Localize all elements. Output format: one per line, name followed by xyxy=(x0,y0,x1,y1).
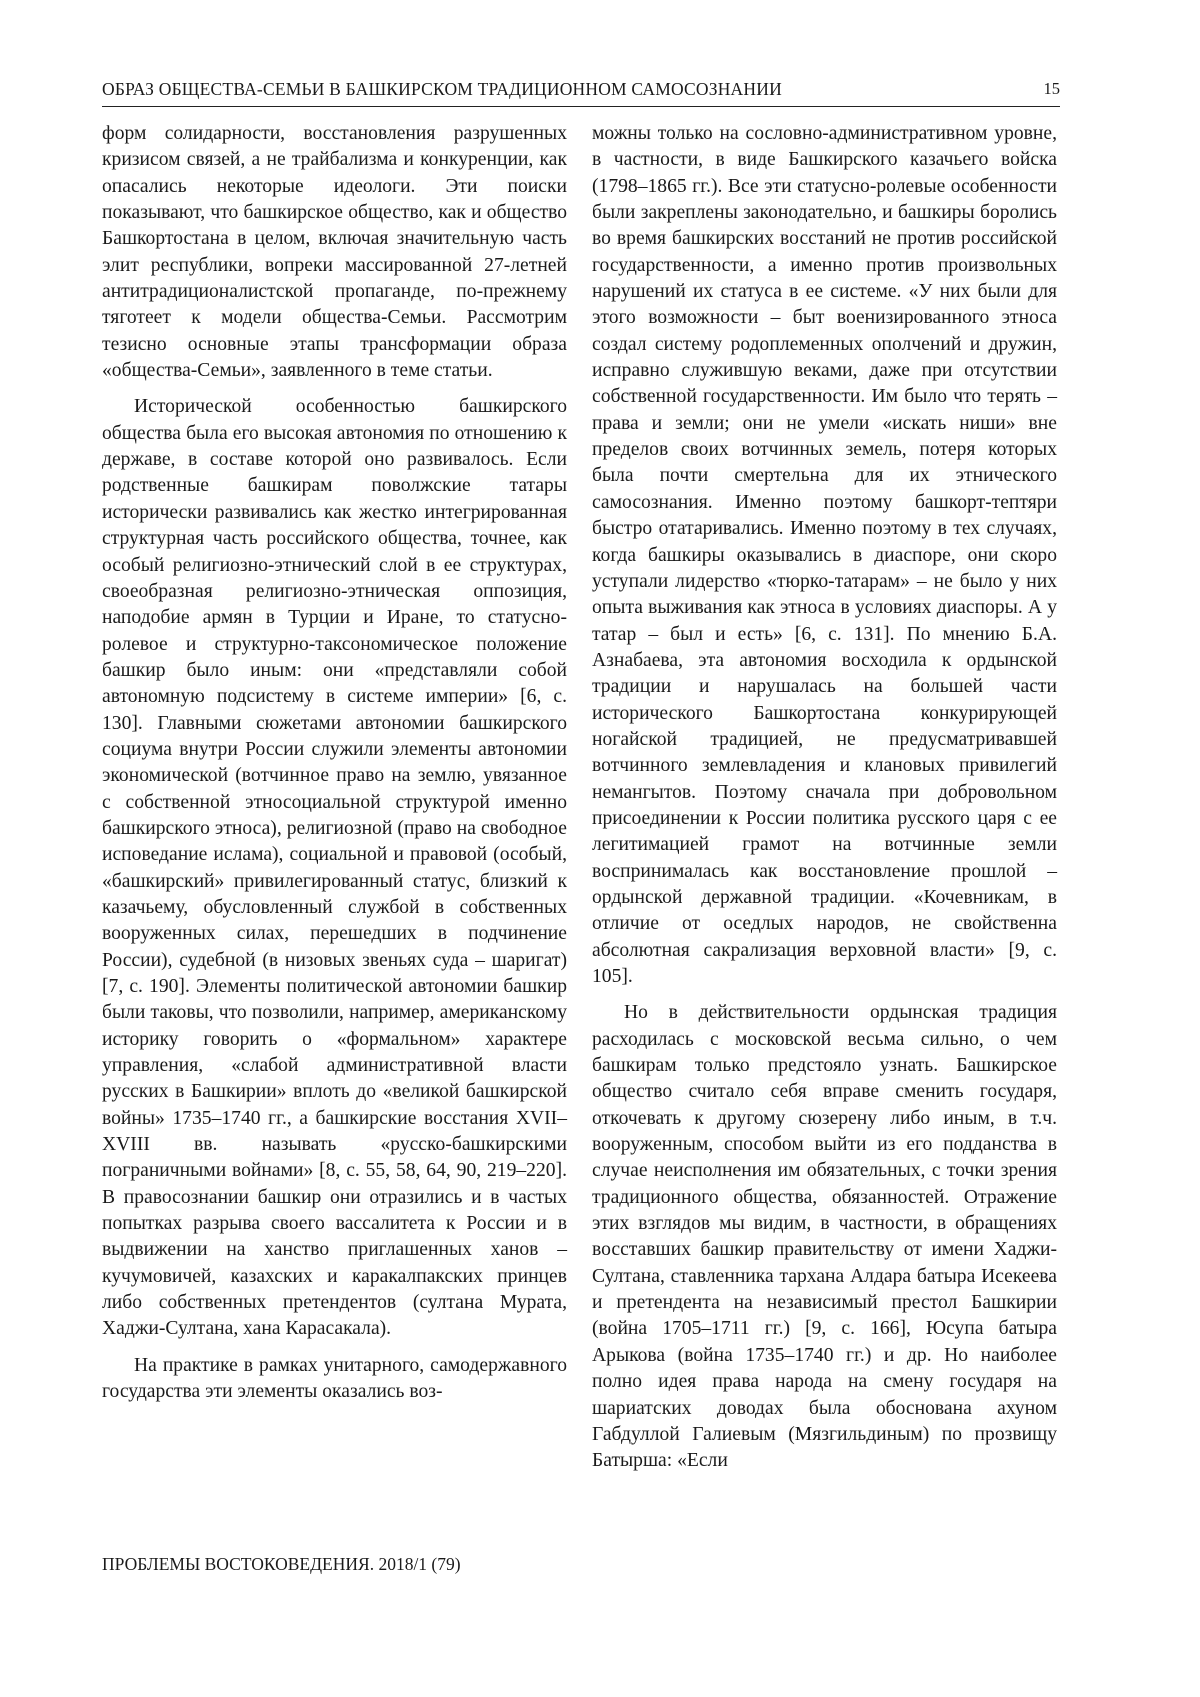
right-paragraph-1: можны только на сословно-административном уровне, в частности, в виде Башкирского казачьего войска (1798–1865 гг.). Все эти статусно-ролевые особенности были закреплены законодательно, и башкиры боролись во время башкирских восстаний не против российской государственности, а именно против произвольных нарушений их статуса в ее системе. «У них были для этого возможности – быт военизированного этноса создал систему родоплеменных ополчений и дружин, исправно служившую веками, даже при отсутствии собственной государственности. Им было что терять – права и земли; они не умели «искать ниши» вне пределов своих вотчинных земель, потеря которых была почти смертельна для их этнического самосознания. Именно поэтому башкорт-тептяри быстро отатаривались. Именно поэтому в тех случаях, когда башкиры оказывались в диаспоре, они скоро уступали лидерство «тюрко-татарам» – не было у них опыта выживания как этноса в условиях диаспоры. А у татар – был и есть» [6, с. 131]. По мнению Б.А. Азнабаева, эта автономия восходила к ордынской традиции и нарушалась на большей части исторического Башкортостана конкурирующей ногайской традицией, не предусматривавшей вотчинного землевладения и клановых привилегий немангытов. Поэтому сначала при добровольном присоединении к России политика русского царя с ее легитимацией грамот на вотчинные земли воспринималась как восстановление прошлой – ордынской державной традиции. «Кочевникам, в отличие от оседлых народов, не свойственна абсолютная сакрализация верховной власти» [9, с. 105]. xyxy=(592,123,1057,987)
running-header xyxy=(102,76,1060,107)
left-paragraph-1: форм солидарности, восстановления разрушенных кризисом связей, а не трайбализма и конкуренции, как опасались некоторые идеологи. Эти поиски показывают, что башкирское общество, как и общество Башкортостана в целом, включая значительную часть элит республики, вопреки массированной 27-летней антитрадиционалистской пропаганде, по-прежнему тяготеет к модели общества-Семьи. Рассмотрим тезисно основные этапы трансформации образа «общества-Семьи», заявленного в теме статьи. xyxy=(102,123,567,382)
left-column xyxy=(102,121,567,1406)
left-paragraph-2: Исторической особенностью башкирского общества была его высокая автономия по отношению к державе, в составе которой оно развивалось. Если родственные башкирам поволжские татары исторически развивались как жестко интегрированная структурная часть российского общества, точнее, как особый религиозно-этнический слой в ее структурах, своеобразная религиозно-этническая оппозиция, наподобие армян в Турции и Иране, то статусно-ролевое и структурно-таксономическое положение башкир было иным: они «представляли собой автономную подсистему в системе империи» [6, с. 130]. Главными сюжетами автономии башкирского социума внутри России служили элементы автономии экономической (вотчинное право на землю, увязанное с собственной этносоциальной структурой именно башкирского этноса), религиозной (право на свободное исповедание ислама), социальной и правовой (особый, «башкирский» привилегированный статус, близкий к казачьему, обусловленный службой в собственных вооруженных силах, перешедших в подчинение России), судебной (в низовых звеньях суда – шаригат) [7, с. 190]. Элементы политической автономии башкир были таковы, что позволили, например, американскому историку говорить о «формальном» характере управления, «слабой административной власти русских в Башкирии» вплоть до «великой башкирской войны» 1735–1740 гг., а башкирские восстания XVII–XVIII вв. называть «русско-башкирскими пограничными войнами» [8, с. 55, 58, 64, 90, 219–220]. В правосознании башкир они отразились и в частых попытках разрыва своего вассалитета к России и в выдвижении на ханство приглашенных ханов – кучумовичей, казахских и каракалпакских принцев либо собственных претендентов (султана Мурата, Хаджи-Султана, хана Карасакала). xyxy=(102,396,567,1340)
left-paragraph-3: На практике в рамках унитарного, самодержавного государства эти элементы оказались воз- xyxy=(102,1354,567,1403)
right-column xyxy=(592,121,1057,1475)
right-paragraph-2: Но в действительности ордынская традиция расходилась с московской весьма сильно, о чем башкирам только предстояло узнать. Башкирское общество считало себя вправе сменить государя, откочевать к другому сюзерену либо иным, в т.ч. вооруженным, способом выйти из его подданства в случае неисполнения им обязательных, с точки зрения традиционного общества, обязанностей. Отражение этих взглядов мы видим, в частности, в обращениях восставших башкир правительству от имени Хаджи-Султана, ставленника тархана Алдара батыра Исекеева и претендента на независимый престол Башкирии (война 1705–1711 гг.) [9, с. 166], Юсупа батыра Арыкова (война 1735–1740 гг.) и др. Но наиболее полно идея права народа на смену государя на шариатских доводах была обоснована ахуном Габдуллой Галиевым (Мязгильдиным) по прозвищу Батырша: «Если xyxy=(592,1002,1057,1472)
journal-footer: ПРОБЛЕМЫ ВОСТОКОВЕДЕНИЯ. 2018/1 (79) xyxy=(102,1554,461,1574)
page-number: 15 xyxy=(1043,79,1060,98)
running-title: ОБРАЗ ОБЩЕСТВА-СЕМЬИ В БАШКИРСКОМ ТРАДИЦИОННОМ САМОСОЗНАНИИ xyxy=(102,79,782,99)
